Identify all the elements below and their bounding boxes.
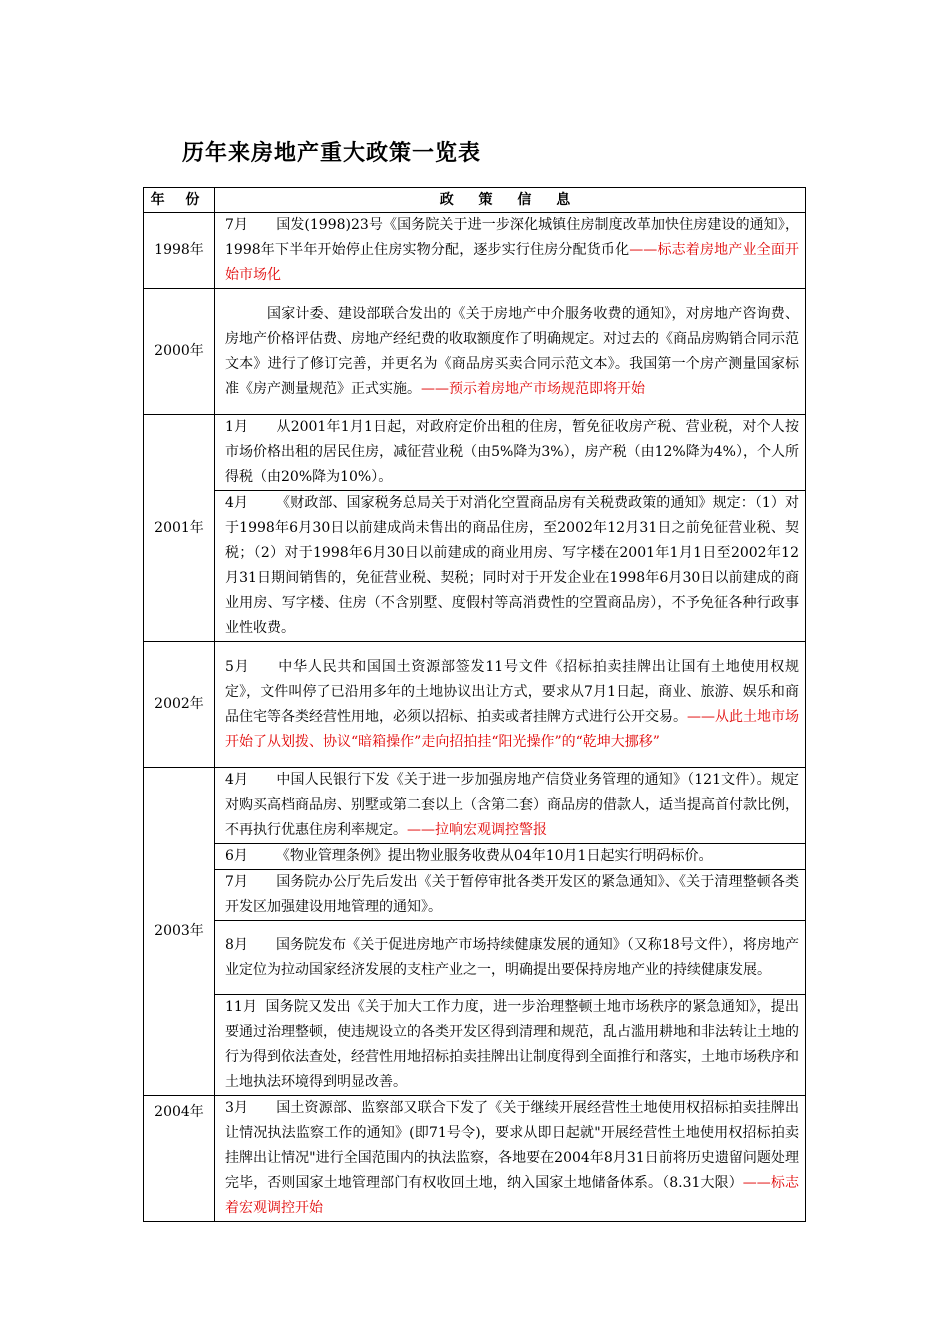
policy-table — [143, 187, 806, 1222]
table-row — [144, 870, 806, 921]
entry-text: 国土资源部、监察部又联合下发了《关于继续开展经营性土地使用权招标拍卖挂牌出让情况执法监察工作的通知》(即71号令)，要求从即日起就"开展经营性土地使用权招标拍卖挂牌出让情况"进行全国范围内的执法监察，各地要在2004年8月31日前将历史遗留问题处理完毕，否则国家土地管理部门有权收回土地，纳入国家土地储备体系。（8.31大限） — [225, 1100, 799, 1191]
entry-month: 1月 — [225, 419, 249, 435]
header-year: 年 份 — [144, 188, 215, 213]
policy-cell — [215, 642, 806, 768]
entry-note: ——预示着房地产市场规范即将开始 — [421, 380, 645, 397]
table-row — [144, 415, 806, 491]
entry-text: 国家计委、建设部联合发出的《关于房地产中介服务收费的通知》，对房地产咨询费、房地产价格评估费、房地产经纪费的收取额度作了明确规定。对过去的《商品房购销合同示范文本》进行了修订完善，并更名为《商品房买卖合同示范文本》。我国第一个房产测量国家标准《房产测量规范》正式实施。 — [225, 305, 799, 397]
entry-text: 国务院发布《关于促进房地产市场持续健康发展的通知》（又称18号文件），将房地产业定位为拉动国家经济发展的支柱产业之一，明确提出要保持房地产业的持续健康发展。 — [225, 936, 799, 978]
policy-cell — [215, 289, 806, 415]
entry-month: 7月 — [225, 217, 249, 233]
year-cell: 2002年 — [144, 642, 215, 768]
entry-month: 8月 — [225, 936, 248, 953]
entry-text: 国务院又发出《关于加大工作力度，进一步治理整顿土地市场秩序的紧急通知》，提出要通过治理整顿，使违规设立的各类开发区得到清理和规范，乱占滥用耕地和非法转让土地的行为得到依法查处，经营性用地招标拍卖挂牌出让制度得到全面推行和落实，土地市场秩序和土地执法环境得到明显改善。 — [225, 999, 799, 1090]
table-row — [144, 921, 806, 995]
entry-note: ——标志着房地产业全面开始市场化 — [225, 242, 799, 283]
header-info: 政 策 信 息 — [215, 188, 806, 213]
policy-cell — [215, 415, 806, 491]
year-cell: 2004年 — [144, 1096, 215, 1222]
entry-month: 3月 — [225, 1100, 249, 1116]
entry-text: 《财政部、国家税务总局关于对消化空置商品房有关税费政策的通知》规定：（1）对于1998年6月30日以前建成尚未售出的商品住房，至2002年12月31日之前免征营业税、契税；（2）对于1998年6月30日以前建成的商业用房、写字楼在2001年1月1日至2002年12月31日期间销售的，免征营业税、契税；同时对于开发企业在1998年6月30日以前建成的商业用房、写字楼、住房（不含别墅、度假村等高消费性的空置商品房），不予免征各种行政事业性收费。 — [225, 495, 799, 636]
entry-note: ——标志着宏观调控开始 — [225, 1175, 799, 1216]
page-title: 历年来房地产重大政策一览表 — [182, 140, 482, 166]
policy-cell — [215, 870, 806, 921]
entry-month: 11月 — [225, 999, 258, 1015]
entry-paragraph — [225, 302, 799, 402]
entry-month: 4月 — [225, 495, 249, 511]
table-row — [144, 289, 806, 415]
entry-text: 国务院办公厅先后发出《关于暂停审批各类开发区的紧急通知》、《关于清理整顿各类开发区加强建设用地管理的通知》。 — [225, 874, 799, 915]
entry-month: 7月 — [225, 874, 249, 890]
entry-text: 《物业管理条例》提出物业服务收费从04年10月1日起实行明码标价。 — [275, 848, 713, 864]
entry-month: 5月 — [225, 658, 250, 675]
year-cell: 2003年 — [144, 768, 215, 1096]
entry-text: 国发(1998)23号《国务院关于进一步深化城镇住房制度改革加快住房建设的通知》，1998年下半年开始停止住房实物分配，逐步实行住房分配货币化 — [225, 217, 799, 258]
entry-text: 从2001年1月1日起，对政府定价出租的住房，暂免征收房产税、营业税，对个人按市场价格出租的居民住房，减征营业税（由5%降为3%），房产税（由12%降为4%），个人所得税（由20%降为10%）。 — [225, 419, 799, 485]
entry-text: 中国人民银行下发《关于进一步加强房地产信贷业务管理的通知》（121文件）。规定对购买高档商品房、别墅或第二套以上（含第二套）商品房的借款人，适当提高首付款比例，不再执行优惠住房利率规定。 — [225, 772, 799, 838]
entry-text: 中华人民共和国国土资源部签发11号文件《招标拍卖挂牌出让国有土地使用权规定》，文件叫停了已沿用多年的土地协议出让方式，要求从7月1日起，商业、旅游、娱乐和商品住宅等各类经营性用地，必须以招标、拍卖或者挂牌方式进行公开交易。 — [225, 658, 799, 725]
policy-cell — [215, 491, 806, 642]
table-row — [144, 768, 806, 844]
entry-month: 4月 — [225, 772, 249, 788]
policy-cell — [215, 1096, 806, 1222]
table-row — [144, 1096, 806, 1222]
entry-note: ——从此土地市场开始了从划拨、协议“暗箱操作”走向招拍挂“阳光操作”的“乾坤大挪移” — [225, 708, 799, 750]
year-cell: 2001年 — [144, 415, 215, 642]
table-row — [144, 213, 806, 289]
table-row — [144, 642, 806, 768]
policy-cell — [215, 213, 806, 289]
policy-cell — [215, 768, 806, 844]
year-cell: 1998年 — [144, 213, 215, 289]
table-row — [144, 491, 806, 642]
year-cell: 2000年 — [144, 289, 215, 415]
table-header-row — [144, 188, 806, 213]
table-row — [144, 995, 806, 1096]
table-row — [144, 844, 806, 870]
policy-cell — [215, 995, 806, 1096]
entry-month: 6月 — [225, 848, 248, 864]
policy-cell — [215, 844, 806, 870]
policy-cell — [215, 921, 806, 995]
entry-note: ——拉响宏观调控警报 — [407, 822, 547, 838]
